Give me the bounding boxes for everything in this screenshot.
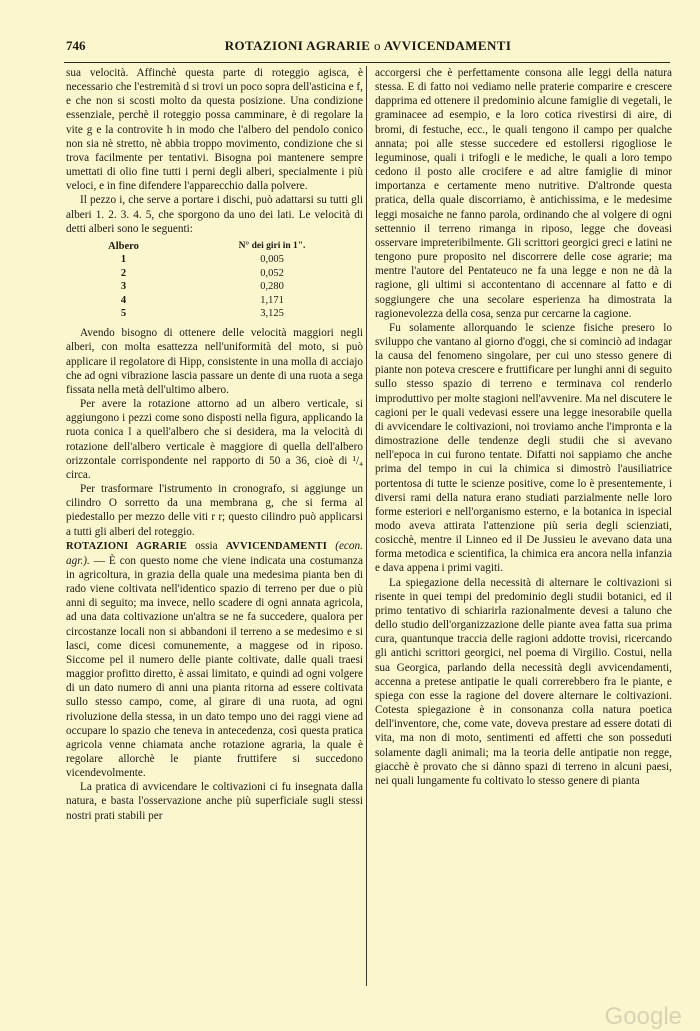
- table-row: [66, 267, 363, 280]
- page-header: [66, 38, 670, 56]
- entry-headword-2: AVVICENDAMENTI: [225, 540, 327, 552]
- right-paragraph-2: Fu solamente allorquando le scienze fisiche presero lo sviluppo che vantano al giorno d'oggi, che si cominciò ad indagar la causa del fenomeno singolare, per cui uno stesso genere di piante non poteva crescere e fruttificare per lunghi anni di seguito sullo stesso spazio di terreno e terminava col renderlo improduttivo per molte stagioni nell'avvenire. Ma nel discutere le cagioni per le quali vedevasi essere una legge inesorabile quella di avvicendare le coltivazioni, noi troviamo anche l'impronta e la dimostrazione delle tendenze degli studii che si avevano nell'epoca in cui furono tentate. Difatti noi sappiamo che anche prima del tempo in cui la chimica si dimostrò l'ausiliatrice portentosa di tutte le scienze positive, come lo è presentemente, i diversi rami della natura erano studiati parzialmente nelle loro forme esteriori e nell'organismo esterno, e la botanica in ispecial modo aveva attirata l'attenzione più seria degli scienziati, cosicchè, mentre il Linneo ed il De Jussieu le avevano data una forma metodica e scientifica, la chimica era ancora nella infanzia e dava appena i primi vagiti.: [375, 321, 672, 575]
- running-title-b: AVVICENDAMENTI: [383, 38, 512, 53]
- table-cell: 5: [120, 307, 127, 319]
- running-title-conj: o: [374, 38, 381, 53]
- left-paragraph-4: Per avere la rotazione attorno ad un albero verticale, si aggiungono i pezzi come sono disposti nella figura, applicando la ruota conica l a quell'albero che si desidera, ma la velocità di rotazione dell'albero verticale è maggiore di quella dell'albero orizzontale corrispondente nel rapporto di 50 a 36, cioè di ¹/₄ circa.: [66, 398, 363, 481]
- right-paragraph-3: La spiegazione della necessità di alternare le coltivazioni si risente in quei tempi del predominio degli studii botanici, ed il primo tentativo di schiarirla razionalmente devesi a taluno che dello studio dell'organizzazione delle piante avea fatta sua prima cura, quantunque traccia delle ragioni addotte trovisi, ricercando gli antichi scrittori georgici, nel poema di Virgilio. Costui, nella sua Georgica, parlando della necessità degli avvicendamenti, accenna a pretese antipatie le quali correrebbero fra le piante, e spiega con esse la ragione del dovere alternare le coltivazioni. Cotesta spiegazione è in consonanza colla natura poetica dell'inventore, che, come vate, doveva prestare ad essere dotati di vita, ma non di moto, sentimenti ed affetti che son posseduti solamente dagli animali; ma la teoria delle antipatie non regge, giacchè è provato che si dànno spazi di terreno in alcuni paesi, nei quali lungamente fu coltivato lo stesso genere di pianta: [375, 576, 672, 787]
- running-title: [66, 38, 670, 54]
- left-paragraph-1: sua velocità. Affinchè questa parte di roteggio agisca, è necessario che l'estremità d si trovi un poco sopra dell'asticina e f, e che non si scosti molto da questa posizione. Una condizione essenziale, perchè il roteggio possa camminare, è di regolare la vite g e la controvite h in modo che l'albero del pendolo conico non sia nè stretto, nè abbia troppo movimento, condizione che si trova facilmente per tentativi. Bisogna poi mantenere sempre umettati di olio fine tutti i perni degli alberi, specialmente i più veloci, e in fine difendere l'apparecchio dalla polvere.: [66, 67, 363, 193]
- left-paragraph-3: Avendo bisogno di ottenere delle velocità maggiori negli alberi, con molta esattezza nell'uniformità del moto, si può applicare il regolatore di Hipp, consistente in una molla di acciajo che ad ogni vibrazione lascia passare un dente di una ruota a sega fissata nella metà dell'ultimo albero.: [66, 327, 363, 396]
- entry-abbreviation: (econ. agr.).: [66, 539, 363, 567]
- page-number: 746: [66, 38, 86, 53]
- table-header-albero: Albero: [108, 240, 139, 252]
- left-paragraph-5: Per trasformare l'istrumento in cronografo, si aggiunge un cilindro O sorretto da una membrana g, che si ferma al piedestallo per mezzo delle viti r r; questo cilindro può applicarsi a tutti gli alberi del roteggio.: [66, 483, 363, 538]
- table-cell: 1,171: [260, 294, 284, 306]
- table-header-giri: N° dei giri in 1".: [238, 240, 306, 251]
- table-row: [66, 294, 363, 307]
- right-paragraph-1: accorgersi che è perfettamente consona alle leggi della natura stessa. E di fatto noi vediamo nelle praterie comparire e crescere dapprima ed ottenere il predominio alcune famiglie di vegetali, le graminacee ad esempio, e la loro cotica rivestirsi di aire, di bromi, di festuche, ecc., le quali tengono il campo per qualche annata; poi alle stesse succedere ed estollersi rigogliose le leguminose, quali i trifogli e le mediche, le quali a loro tempo cedono il posto alle crocifere e ad altre famiglie di minor importanza e certamente meno nutritive. D'altronde questa pratica, della quale discorriamo, è antichissima, e le medesime leggi mosaiche ne fanno parola, ordinando che al volgere di ogni settennio il terreno rimanga in riposo, legge che doveasi osservare impreteribilmente. Gli scrittori georgici greci e latini ne tengono pure proposito nel discorrere delle cose agrarie; ma mentre l'autore del Pentateuco ne fa una legge e non ne dà la ragione, gli ultimi si accontentano di accennare al fatto e di soggiungere che una secolare esperienza ha dimostrata la ragionevolezza della cosa, senza pur cercarne la cagione.: [375, 67, 672, 320]
- entry-paragraph: [66, 539, 363, 781]
- column-divider: [366, 66, 367, 986]
- table-cell: 2: [120, 267, 127, 279]
- table-cell: 1: [120, 254, 127, 266]
- left-paragraph-2: Il pezzo i, che serve a portare i dischi, può adattarsi su tutti gli alberi 1. 2. 3. 4. 5, che sporgono da uno dei lati. Le velocità di detti alberi sono le seguenti:: [66, 194, 363, 235]
- table-row: [66, 280, 363, 293]
- left-paragraph-7: La pratica di avvicendare le coltivazioni ci fu insegnata dalla natura, e basta l'osservazione anche più superficiale sugli stessi nostri prati stabili per: [66, 781, 363, 822]
- table-row: [66, 253, 363, 266]
- table-cell: 3: [120, 281, 127, 293]
- table-cell: 3,125: [260, 307, 284, 319]
- table-header-row: [66, 240, 363, 253]
- table-cell: 0,052: [260, 267, 284, 279]
- table-row: [66, 307, 363, 320]
- watermark-logo: Google: [604, 1003, 682, 1030]
- table-cell: 0,280: [260, 281, 284, 293]
- right-column: [375, 66, 672, 788]
- speed-table: [66, 240, 363, 320]
- entry-body: — È con questo nome che viene indicata una costumanza in agricoltura, in grazia della quale una medesima pianta ben di rado viene coltivata nell'identico spazio di terreno per due o più anni di seguito; ma invece, nello scadere di ogni annata agricola, ad una data coltivazione un'altra se ne fa succedere, qualora per circostanze locali non si abbandoni il terreno a se medesimo e si lasci, come dicesi comunemente, a maggese od in riposo. Siccome pel il numero delle piante coltivate, dalle quali traesi maggior profitto diretto, è assai limitato, e quindi ad ogni volgere di un dato numero di anni una pianta ritorna ad essere coltivata sullo stesso campo, come, al girare di una ruota, ad ogni rivoluzione della stessa, in un dato tempo uno dei raggi viene ad occupare lo spazio che teneva in antecedenza, così questa pratica agricola venne chiamata anche rotazione agraria, la quale è regolare allorchè le piante fruttifere si succedono vicendevolmente.: [66, 554, 363, 780]
- entry-connector: ossia: [186, 539, 226, 552]
- entry-headword: ROTAZIONI AGRARIE: [66, 540, 187, 552]
- left-column: [66, 66, 363, 823]
- header-rule: [64, 62, 670, 63]
- running-title-a: ROTAZIONI AGRARIE: [224, 38, 371, 53]
- table-cell: 4: [120, 294, 127, 306]
- table-cell: 0,005: [260, 254, 284, 266]
